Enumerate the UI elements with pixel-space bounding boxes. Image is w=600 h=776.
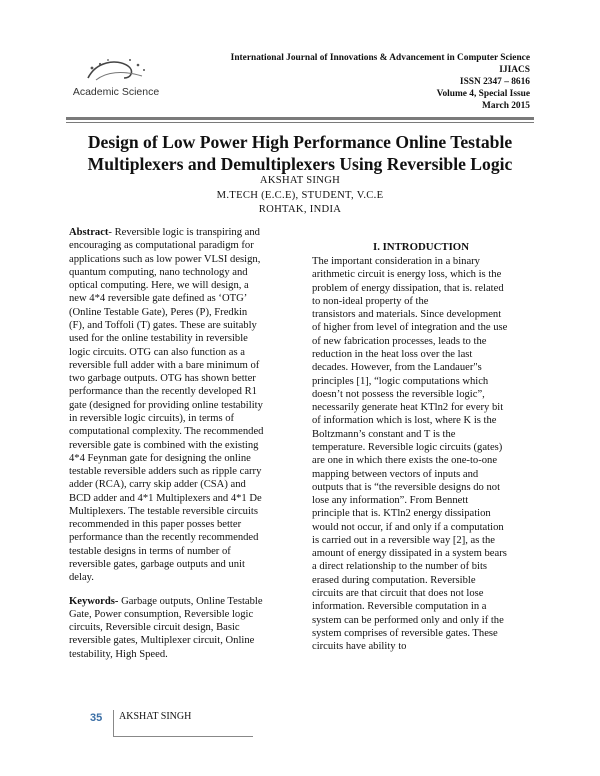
text-line (312, 414, 530, 427)
line-text: amount of energy dissipated in a system bears (312, 548, 507, 560)
text-line (312, 401, 530, 414)
author-affiliation: M.TECH (E.C.E), STUDENT, V.C.E (216, 189, 384, 201)
line-text: reversible full adder with a bare minimum of (69, 359, 260, 371)
line-text: erased during computation. Reversible (312, 574, 476, 586)
text-line (69, 531, 287, 544)
title-line: Design of Low Power High Performance Online Testable (87, 132, 513, 152)
text-line (69, 648, 287, 661)
line-text: of higher from level of integration and the use (312, 322, 508, 334)
line-text: logic circuits. OTG can also function as a (69, 346, 245, 358)
line-text: in reversible logic circuits), in terms of (69, 412, 235, 424)
line-text: reversible gates, Multiplexer circuit, Online (69, 635, 255, 647)
author-block (40, 174, 560, 218)
text-line (69, 425, 287, 438)
text-line (312, 574, 530, 587)
text-line (312, 640, 530, 653)
line-text: two garbage outputs. OTG has shown better (69, 373, 256, 385)
text-line (312, 587, 530, 600)
text-line (69, 346, 287, 359)
text-line (69, 332, 287, 345)
journal-abbrev: IJIACS (499, 65, 530, 75)
text-line (312, 375, 530, 388)
text-line (312, 388, 530, 401)
line-text: principle that is. KTln2 energy dissipation (312, 508, 491, 520)
introduction-text (312, 255, 530, 653)
line-text: testable reversible adders such as ripple carry (69, 466, 262, 478)
line-text: performance than the recently recommended (69, 532, 259, 544)
logo-swirl-icon (82, 56, 152, 86)
line-text: circuits have ability to (312, 641, 407, 653)
line-text: decades. However, from the Landauer"s (312, 362, 482, 374)
line-text: information. Reversible computation in a (312, 601, 487, 613)
text-line (312, 308, 530, 321)
text-line (69, 634, 287, 647)
line-text: of information which is lost, where K is the (312, 415, 497, 427)
text-line (312, 268, 530, 281)
text-line (312, 321, 530, 334)
journal-name: International Journal of Innovations & Advancement in Computer Science (230, 53, 530, 63)
line-text: doesn’t not possess the reversible logic”, (312, 388, 485, 400)
text-line (69, 465, 287, 478)
text-line (69, 292, 287, 305)
line-text: mapping between vectors of inputs and (312, 468, 479, 480)
text-line (69, 226, 287, 239)
line-text: new 4*4 reversible gate defined as ‘OTG’ (69, 293, 248, 305)
text-line (69, 385, 287, 398)
text-line (69, 253, 287, 266)
author-location: ROHTAK, INDIA (258, 204, 342, 215)
line-text: to non-ideal property of the (312, 295, 429, 307)
text-line (69, 359, 287, 372)
line-text: are one in which there exists the one-to-one (312, 455, 498, 467)
line-text: arithmetic circuit is energy loss, which is the (312, 269, 502, 281)
line-text: would not occur, if and only if a computation (312, 521, 504, 533)
line-text: quantum computing, nano technology and (69, 266, 248, 278)
line-text: is carried out in a reversible way [2], as the (312, 534, 495, 546)
line-text: The important consideration in a binary (312, 256, 480, 267)
text-line (69, 608, 287, 621)
text-line (312, 521, 530, 534)
footer-author: AKSHAT SINGH (119, 711, 192, 722)
text-line (69, 239, 287, 252)
text-line (312, 547, 530, 560)
author-name: AKSHAT SINGH (259, 175, 341, 186)
journal-info (231, 52, 530, 112)
line-text: applications such as low power VLSI design, (69, 253, 261, 265)
line-text: BCD adder and 4*1 Multiplexers and 4*1 De (69, 492, 262, 504)
line-text: reduction in the heat loss over the last (312, 348, 473, 360)
line-text: testability, High Speed. (69, 648, 168, 660)
line-text: Gate, Power consumption, Reversible logic (69, 608, 254, 620)
keywords (69, 595, 287, 661)
line-text: performance than the recently developed R1 (69, 386, 257, 398)
line-text: system can be performed only and only if the (312, 614, 504, 626)
text-line (312, 481, 530, 494)
journal-date: March 2015 (482, 101, 530, 111)
line-text: system comprises of reversible gates. These (312, 627, 498, 639)
line-text: reversible gate is combined with the existing (69, 439, 259, 451)
journal-issn: ISSN 2347 – 8616 (459, 77, 530, 87)
header-divider-thin (66, 122, 534, 123)
left-column (69, 226, 287, 661)
text-line (312, 534, 530, 547)
text-line (69, 571, 287, 584)
line-text: outputs that is “the reversible designs do not (312, 481, 501, 493)
text-line (69, 518, 287, 531)
line-text: circuits are that circuit that does not lose (312, 588, 484, 600)
line-text: optical computing. Here, we will design, a (69, 280, 249, 292)
text-line (69, 505, 287, 518)
line-text: - Reversible logic is transpiring and (108, 227, 260, 238)
text-line (312, 295, 530, 308)
text-line (69, 439, 287, 452)
text-line (312, 454, 530, 467)
text-line (69, 279, 287, 292)
publisher-logo (60, 56, 170, 110)
footer-divider-vertical (113, 710, 114, 736)
text-line (69, 372, 287, 385)
text-line (312, 614, 530, 627)
text-line (69, 545, 287, 558)
text-line (312, 282, 530, 295)
line-text: temperature. Reversible logic circuits (gates) (312, 441, 503, 453)
text-line (69, 621, 287, 634)
line-text: computational complexity. The recommended (69, 426, 264, 438)
footer-divider-horizontal (113, 736, 253, 737)
logo-text: Academic Science (72, 86, 160, 98)
line-text: Boltzmann’s constant and T is the (312, 428, 456, 440)
line-text: Multiplexers. The testable reversible circuits (69, 505, 258, 517)
line-text: used for the online testability in reversible (69, 333, 248, 345)
text-line (312, 627, 530, 640)
line-text: gate (designed for providing online testability (69, 399, 263, 411)
line-text: encouraging as computational paradigm for (69, 240, 254, 252)
text-line (69, 478, 287, 491)
text-line (69, 452, 287, 465)
text-line (312, 507, 530, 520)
text-line (312, 560, 530, 573)
abstract-label: Abstract (69, 227, 109, 238)
paper-title (40, 131, 560, 175)
line-text: adder (RCA), carry skip adder (CSA) and (69, 479, 246, 491)
line-text: problem of energy dissipation, that is. related (312, 282, 504, 294)
section-heading-introduction: I. INTRODUCTION (373, 241, 469, 253)
line-text: transistors and materials. Since development (312, 309, 502, 321)
text-line (69, 306, 287, 319)
text-line (69, 558, 287, 571)
line-text: (Online Testable Gate), Peres (P), Fredkin (69, 306, 248, 318)
text-line (312, 441, 530, 454)
text-line (69, 492, 287, 505)
text-line (69, 595, 287, 608)
line-text: reversible gates, garbage outputs and unit (69, 559, 245, 571)
line-text: delay. (69, 572, 94, 584)
line-text: 4*4 Feynman gate for designing the online (69, 452, 251, 464)
text-line (312, 494, 530, 507)
line-text: testable designs in terms of number of (69, 545, 231, 557)
text-line (312, 361, 530, 374)
line-text: lose any information”. From Bennett (312, 495, 469, 507)
text-line (312, 428, 530, 441)
text-line (312, 335, 530, 348)
line-text: circuits, Reversible circuit design, Basic (69, 622, 240, 634)
line-text: a direct relationship to the number of bits (312, 561, 488, 573)
line-text: necessarily generate heat KTln2 for every bit (312, 402, 504, 414)
text-line (312, 600, 530, 613)
text-line (69, 319, 287, 332)
text-line (312, 348, 530, 361)
keywords-label: Keywords- (69, 595, 119, 607)
line-text: of new fabrication processes, leads to the (312, 335, 487, 347)
journal-volume: Volume 4, Special Issue (436, 89, 530, 99)
line-text: principles [1], “logic computations which (312, 375, 489, 387)
title-line: Multiplexers and Demultiplexers Using Reversible Logic (87, 154, 513, 174)
line-text: (F), and Toffoli (T) gates. These are suitably (69, 319, 257, 331)
page-number: 35 (90, 712, 103, 724)
text-line (69, 412, 287, 425)
text-line (312, 468, 530, 481)
abstract (69, 226, 287, 585)
text-line (312, 255, 530, 268)
line-text: Garbage outputs, Online Testable (118, 595, 263, 607)
text-line (69, 266, 287, 279)
text-line (69, 399, 287, 412)
header-divider-thick (66, 117, 534, 120)
line-text: recommended in this paper posses better (69, 519, 242, 531)
